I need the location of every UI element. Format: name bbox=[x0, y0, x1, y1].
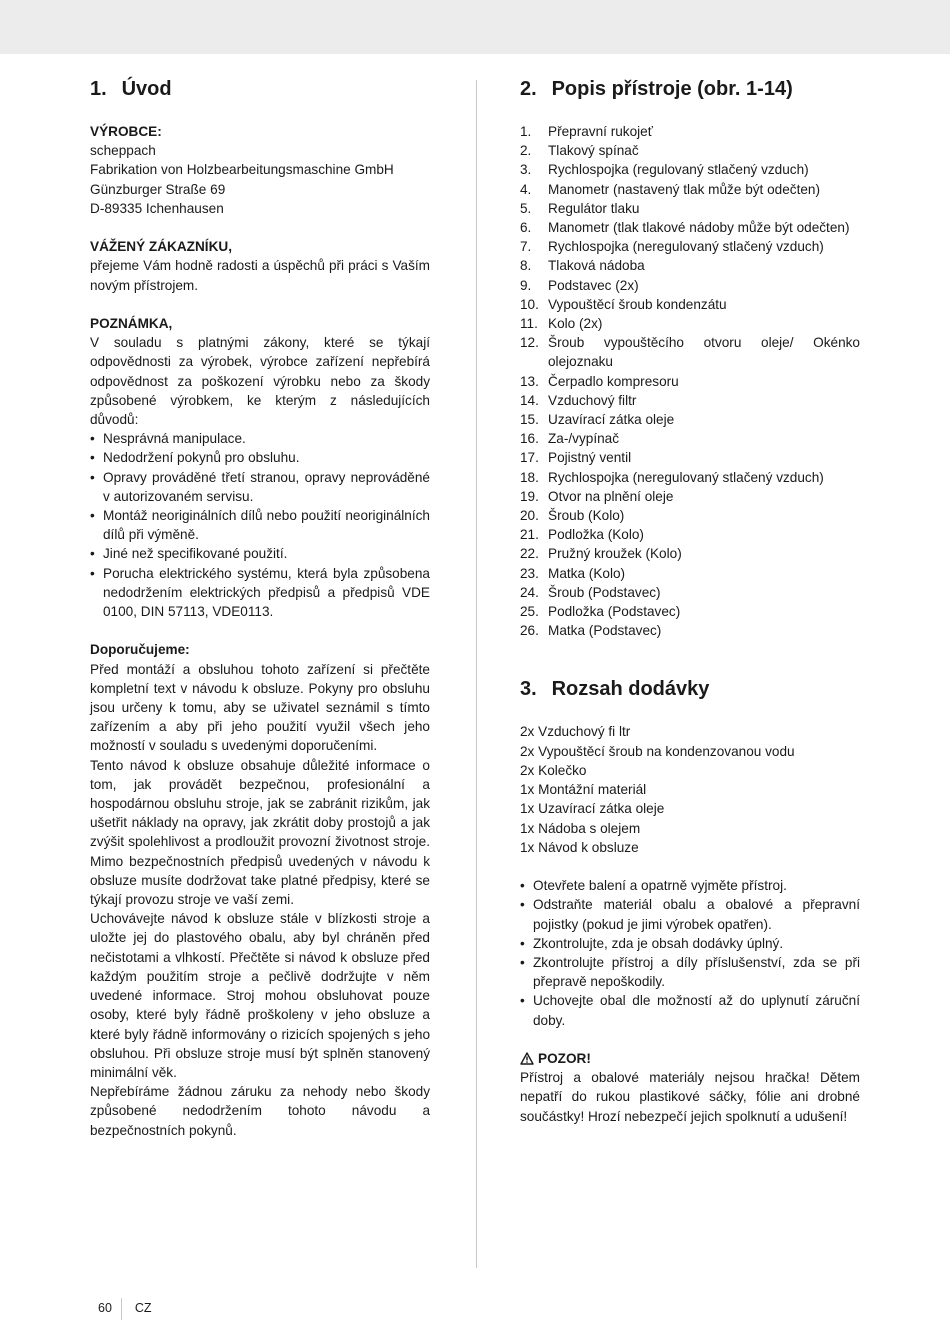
address-line: Fabrikation von Holzbearbeitungsmaschine GmbH bbox=[90, 162, 394, 178]
list-item: 8. Tlaková nádoba bbox=[520, 258, 645, 274]
section-2-heading: 2. Popis přístroje (obr. 1-14) bbox=[520, 78, 793, 100]
warning-text: Přístroj a obalové materiály nejsou hračka! Dětem nepatří do rukou plastikové sáčky, fólie ani drobné součástky! Hrozí nebezpečí jejich spolknutí a udušení! bbox=[520, 1070, 860, 1124]
page-number: 60 bbox=[98, 1301, 112, 1316]
list-item: 1x Nádoba s olejem bbox=[520, 820, 641, 836]
list-item: 14. Vzduchový filtr bbox=[520, 392, 637, 408]
section-1-heading: 1. Úvod bbox=[90, 78, 172, 100]
list-item: • Montáž neoriginálních dílů nebo použití neoriginálních dílů při výměně. bbox=[90, 506, 430, 544]
list-item: 1x Návod k obsluze bbox=[520, 839, 639, 855]
list-item: 20. Šroub (Kolo) bbox=[520, 508, 625, 524]
list-item: 2. Tlakový spínač bbox=[520, 143, 639, 159]
recommend-paragraph: Uchovávejte návod k obsluze stále v blízkosti stroje a uložte jej do plastového obalu, aby byl chráněn před nečistotami a vlhkostí. Přečtěte si návod k obsluze před každým použitím stroje a pečlivě dodržujte v něm uvedené informace. Stroj mohou obsluhovat pouze osoby, které byly řádně proškoleny v jeho obsluze a které byly řádně informovány o rizicích spojených s jeho obsluhou. Při obsluze stroje musí být splněn stanovený minimální věk. bbox=[90, 911, 430, 1080]
manufacturer-address bbox=[90, 141, 430, 218]
list-item: 19. Otvor na plnění oleje bbox=[520, 488, 674, 504]
delivery-list bbox=[520, 722, 860, 856]
list-item: 17. Pojistný ventil bbox=[520, 450, 632, 466]
list-item: 23. Matka (Kolo) bbox=[520, 565, 626, 581]
list-item: 6. Manometr (tlak tlakové nádoby může být odečten) bbox=[520, 220, 850, 236]
note-label: POZNÁMKA, bbox=[90, 316, 173, 331]
list-item: 11. Kolo (2x) bbox=[520, 316, 603, 332]
list-item: 12. Šroub vypouštěcího otvoru oleje/ Okénko olejoznaku bbox=[520, 335, 860, 370]
list-item: • Porucha elektrického systému, která byla způsobena nedodržením elektrických předpisů a předpisů VDE 0100, DIN 57113, VDE0113. bbox=[90, 564, 430, 622]
list-item: 2x Vypouštěcí šroub na kondenzovanou vodu bbox=[520, 743, 795, 759]
list-item: • Opravy prováděné třetí stranou, opravy neprováděné v autorizovaném servisu. bbox=[90, 468, 430, 506]
list-item: 16. Za-/vypínač bbox=[520, 431, 620, 447]
list-item: 9. Podstavec (2x) bbox=[520, 277, 639, 293]
list-item: • Zkontrolujte přístroj a díly příslušenství, zda se při přepravě nepoškodily. bbox=[520, 953, 860, 991]
list-item: 21. Podložka (Kolo) bbox=[520, 527, 644, 543]
note-text: V souladu s platnými zákony, které se týkají odpovědnosti za výrobek, výrobce zařízení nepřebírá odpovědnost za poškození výrobku nebo za škody způsobené výrobkem, ke kterým z následujících důvodů: bbox=[90, 335, 430, 428]
right-column bbox=[520, 76, 860, 1126]
list-item: 24. Šroub (Podstavec) bbox=[520, 584, 661, 600]
recommend-paragraph: Před montáží a obsluhou tohoto zařízení si přečtěte kompletní text v návodu k obsluze. Pokyny pro obsluhu jsou určeny k tomu, aby se uživatel seznámil s tímto zařízením a aby při jeho použití využil všech jeho možností v souladu s uvedenými doporučeními. bbox=[90, 661, 430, 754]
list-item: 2x Kolečko bbox=[520, 762, 587, 778]
list-item: 5. Regulátor tlaku bbox=[520, 200, 640, 216]
parts-list bbox=[520, 122, 860, 640]
list-item: • Uchovejte obal dle možností až do uplynutí záruční doby. bbox=[520, 991, 860, 1029]
warning-triangle-icon bbox=[520, 1052, 534, 1065]
customer-text: přejeme Vám hodně radosti a úspěchů při práci s Vaším novým přístrojem. bbox=[90, 258, 430, 293]
section-3-heading: 3. Rozsah dodávky bbox=[520, 678, 710, 701]
list-item: 1. Přepravní rukojeť bbox=[520, 124, 653, 139]
list-item: 22. Pružný kroužek (Kolo) bbox=[520, 546, 682, 562]
customer-label: VÁŽENÝ ZÁKAZNÍKU, bbox=[90, 239, 232, 255]
unpacking-steps bbox=[520, 876, 860, 1030]
recommend-paragraph: Nepřebíráme žádnou záruku za nehody nebo škody způsobené nedodržením tohoto návodu a bezpečnostních pokynů. bbox=[90, 1084, 430, 1138]
list-item: 13. Čerpadlo kompresoru bbox=[520, 373, 679, 389]
list-item: • Odstraňte materiál obalu a obalové a přepravní pojistky (pokud je jimi výrobek opatřen). bbox=[520, 895, 860, 933]
list-item: 18. Rychlospojka (neregulovaný stlačený vzduch) bbox=[520, 469, 824, 485]
list-item: 4. Manometr (nastavený tlak může být odečten) bbox=[520, 181, 821, 197]
list-item: • Nedodržení pokynů pro obsluhu. bbox=[90, 448, 430, 467]
list-item: 1x Montážní materiál bbox=[520, 782, 647, 798]
left-column bbox=[90, 76, 430, 1140]
list-item: 10. Vypouštěcí šroub kondenzátu bbox=[520, 296, 727, 312]
list-item: • Zkontrolujte, zda je obsah dodávky úplný. bbox=[520, 934, 860, 953]
footer-separator bbox=[121, 1298, 122, 1320]
address-line: Günzburger Straße 69 bbox=[90, 181, 226, 197]
page-footer bbox=[98, 1298, 152, 1320]
recommend-label: Doporučujeme: bbox=[90, 642, 190, 658]
address-line: scheppach bbox=[90, 143, 156, 159]
list-item: 25. Podložka (Podstavec) bbox=[520, 604, 681, 620]
list-item: 7. Rychlospojka (neregulovaný stlačený vzduch) bbox=[520, 239, 824, 255]
list-item: 2x Vzduchový fi ltr bbox=[520, 724, 631, 740]
language-code: CZ bbox=[134, 1301, 152, 1316]
list-item: • Nesprávná manipulace. bbox=[90, 429, 430, 448]
list-item: 15. Uzavírací zátka oleje bbox=[520, 412, 675, 428]
note-bullet-list bbox=[90, 429, 430, 621]
list-item: 1x Uzavírací zátka oleje bbox=[520, 801, 665, 817]
manufacturer-label: VÝROBCE: bbox=[90, 124, 162, 139]
address-line: D-89335 Ichenhausen bbox=[90, 200, 224, 216]
list-item: 3. Rychlospojka (regulovaný stlačený vzduch) bbox=[520, 162, 809, 178]
warning-heading: POZOR! bbox=[520, 1049, 860, 1068]
list-item: • Jiné než specifikované použití. bbox=[90, 544, 430, 563]
list-item: 26. Matka (Podstavec) bbox=[520, 623, 662, 639]
list-item: • Otevřete balení a opatrně vyjměte přístroj. bbox=[520, 876, 860, 895]
recommend-paragraph: Tento návod k obsluze obsahuje důležité informace o tom, jak provádět bezpečnou, profesionální a hospodárnou obsluhu stroje, jak se zabránit rizikům, jak ušetřit náklady na opravy, jak zkrátit doby prostojů a jak zvýšit spolehlivost a prodloužit provozní životnost stroje. Mimo bezpečnostních předpisů uvedených v návodu k obsluze musíte dodržovat take platné předpisy, které se týkají provozu stroje ve vaší zemi. bbox=[90, 757, 430, 908]
column-divider bbox=[476, 80, 477, 1268]
top-bar bbox=[0, 0, 950, 54]
